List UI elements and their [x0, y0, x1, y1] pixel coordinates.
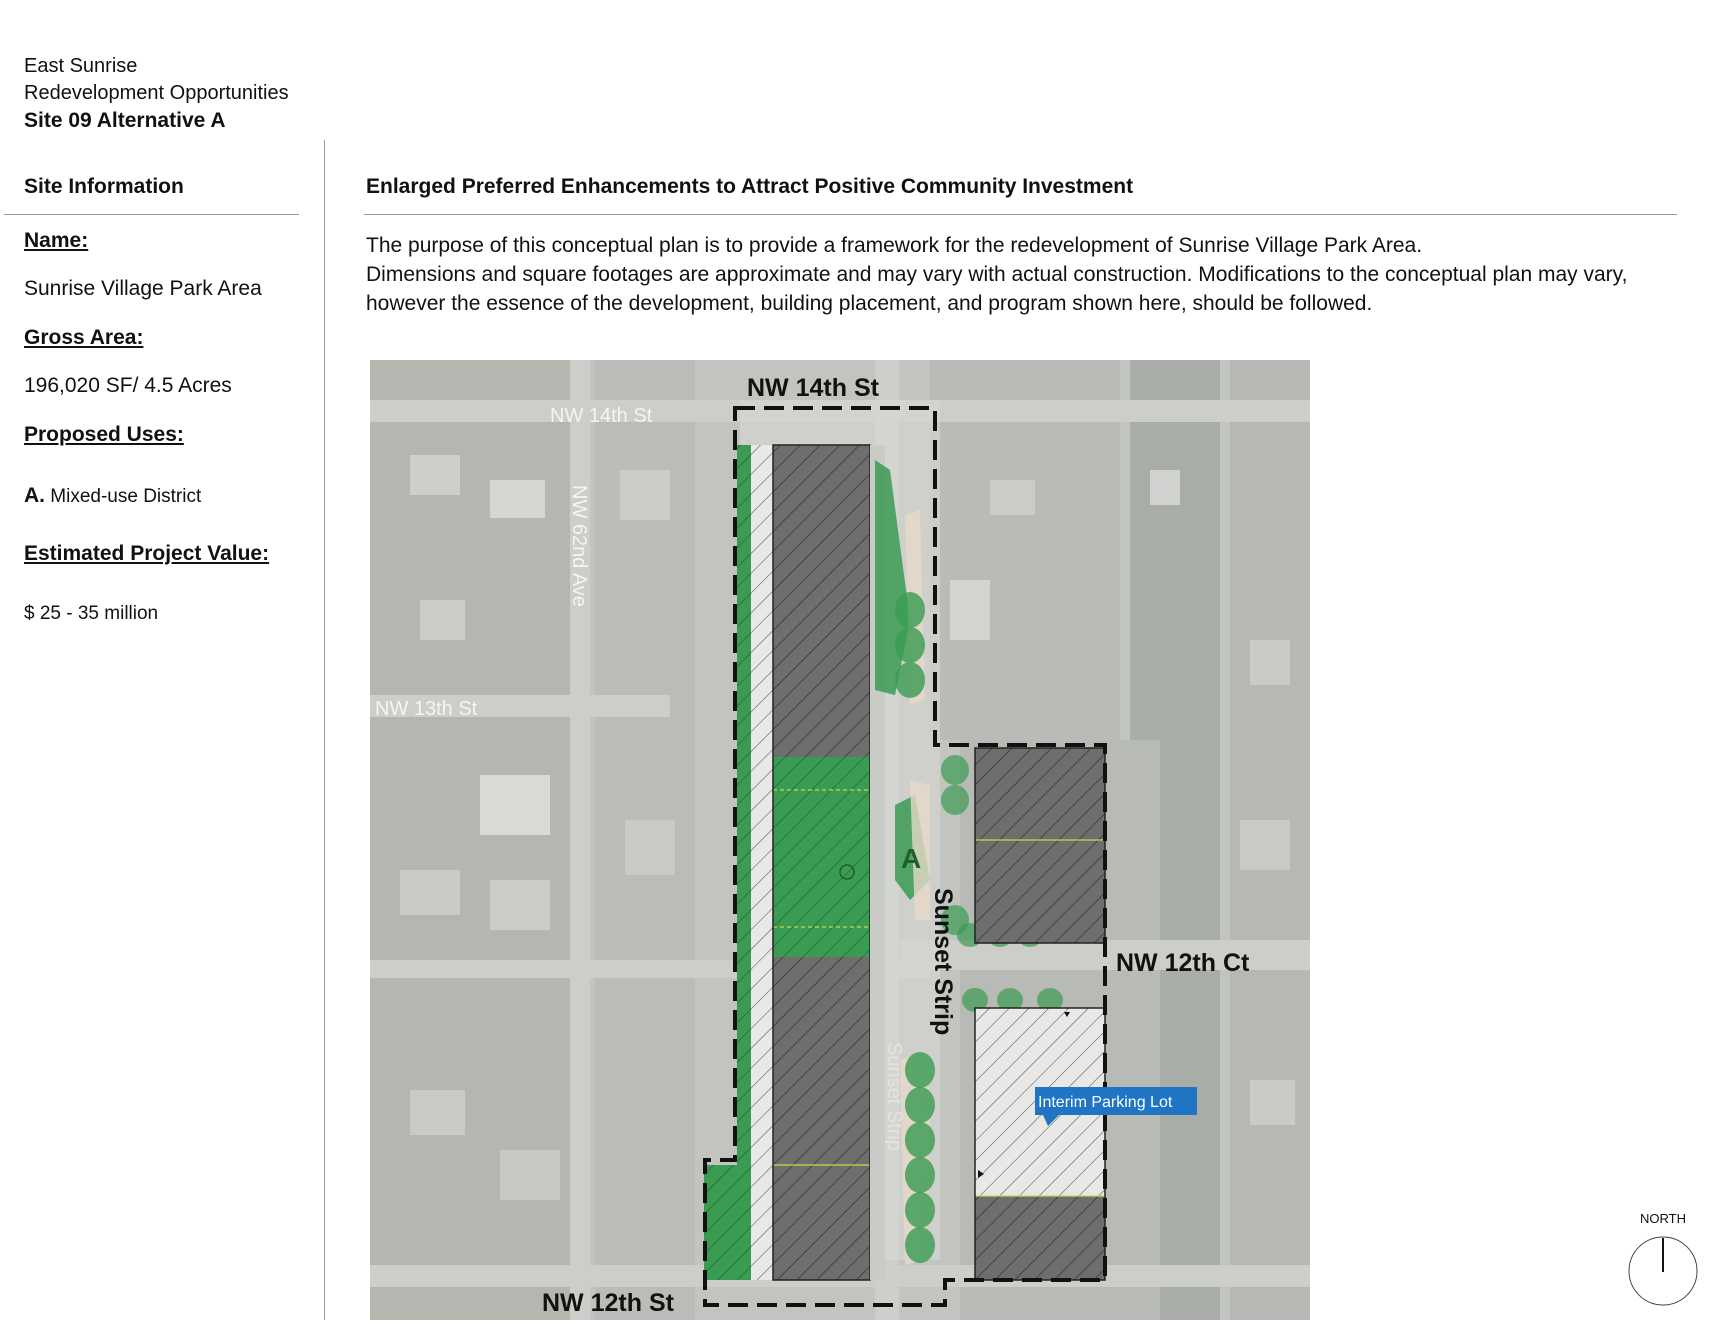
street-label-nw12ct: NW 12th Ct	[1116, 949, 1250, 977]
name-label: Name:	[24, 229, 89, 252]
main-divider	[364, 214, 1677, 215]
site-title: Site 09 Alternative A	[24, 109, 226, 132]
site-plan-map	[370, 360, 1310, 1320]
street-label-nw14: NW 14th St	[747, 374, 879, 402]
vertical-divider	[324, 140, 325, 1320]
name-value: Sunrise Village Park Area	[24, 277, 262, 300]
use-letter: A.	[24, 484, 45, 507]
proposed-uses-label: Proposed Uses:	[24, 423, 184, 446]
proposed-use-item	[24, 484, 201, 508]
description-line-2: Dimensions and square footages are approximate and may vary with actual construction. Modifications to the conceptual plan may vary,	[366, 263, 1628, 286]
north-arrow-icon	[1628, 1236, 1698, 1306]
aerial-label-nw62: NW 62nd Ave	[568, 485, 590, 607]
main-heading: Enlarged Preferred Enhancements to Attract Positive Community Investment	[366, 175, 1134, 198]
callout-text: Interim Parking Lot	[1038, 1094, 1173, 1111]
street-label-sunset: Sunset Strip	[929, 888, 957, 1036]
gross-area-label: Gross Area:	[24, 326, 144, 349]
header-line-2: Redevelopment Opportunities	[24, 82, 289, 104]
sidebar-divider	[4, 214, 299, 215]
description-line-1: The purpose of this conceptual plan is to provide a framework for the redevelopment of Sunrise Village Park Area.	[366, 234, 1423, 257]
north-label: NORTH	[1640, 1211, 1686, 1226]
site-information-heading: Site Information	[24, 175, 184, 198]
site-block-east	[975, 748, 1105, 1280]
street-label-nw12st: NW 12th St	[542, 1289, 674, 1317]
zone-letter-a: A	[901, 843, 922, 874]
aerial-label-nw14: NW 14th St	[550, 405, 653, 427]
description-line-3: however the essence of the development, building placement, and program shown here, should be followed.	[366, 292, 1373, 315]
use-text: Mixed-use District	[50, 486, 202, 507]
estimated-value-label: Estimated Project Value:	[24, 542, 270, 565]
header-line-1: East Sunrise	[24, 55, 138, 77]
estimated-value: $ 25 - 35 million	[24, 603, 159, 624]
gross-area-value: 196,020 SF/ 4.5 Acres	[24, 374, 232, 397]
aerial-label-nw13: NW 13th St	[375, 698, 478, 720]
